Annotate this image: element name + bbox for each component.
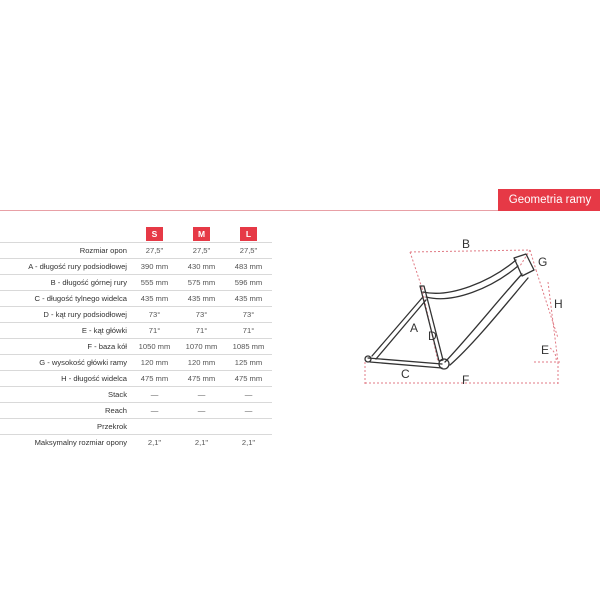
cell-value-l: 2,1" — [225, 435, 272, 451]
dim-label-h: H — [554, 297, 563, 311]
size-header-row — [0, 226, 272, 243]
frame-top-tube — [423, 260, 516, 293]
row-label: G - wysokość główki ramy — [0, 355, 131, 371]
dim-label-a: A — [410, 321, 419, 335]
table-row — [0, 275, 272, 291]
section-title: Geometria ramy — [498, 189, 600, 211]
cell-value-s: — — [131, 387, 178, 403]
cell-value-s: 390 mm — [131, 259, 178, 275]
cell-value-l: 483 mm — [225, 259, 272, 275]
table-row — [0, 419, 272, 435]
frame-down-tube-inner — [450, 278, 528, 365]
cell-value-m: 73° — [178, 307, 225, 323]
cell-value-m: 71° — [178, 323, 225, 339]
cell-value-s: 555 mm — [131, 275, 178, 291]
size-header-spacer — [0, 226, 131, 243]
row-label: A - długość rury podsiodłowej — [0, 259, 131, 275]
cell-value-m: 1070 mm — [178, 339, 225, 355]
row-label: E - kąt główki — [0, 323, 131, 339]
table-row — [0, 323, 272, 339]
row-label: Reach — [0, 403, 131, 419]
table-row — [0, 291, 272, 307]
cell-value-m: — — [178, 403, 225, 419]
row-label: Maksymalny rozmiar opony — [0, 435, 131, 451]
table-row — [0, 371, 272, 387]
size-badge: L — [240, 227, 257, 241]
table-row — [0, 259, 272, 275]
dim-label-c: C — [401, 367, 410, 381]
row-label: Przekrok — [0, 419, 131, 435]
dim-label-g: G — [538, 255, 548, 269]
cell-value-s: 27,5" — [131, 243, 178, 259]
row-label: B - długość górnej rury — [0, 275, 131, 291]
size-header-l — [225, 226, 272, 243]
frame-head-tube — [514, 254, 534, 276]
cell-value-m: 575 mm — [178, 275, 225, 291]
table-row — [0, 355, 272, 371]
row-label: Rozmiar opon — [0, 243, 131, 259]
cell-value-s: — — [131, 403, 178, 419]
cell-value-l: — — [225, 387, 272, 403]
size-header-m — [178, 226, 225, 243]
cell-value-l: 73° — [225, 307, 272, 323]
row-label: H - długość widelca — [0, 371, 131, 387]
row-label: C - długość tylnego widelca — [0, 291, 131, 307]
cell-value-l: 125 mm — [225, 355, 272, 371]
cell-value-l — [225, 419, 272, 435]
cell-value-s — [131, 419, 178, 435]
cell-value-l: — — [225, 403, 272, 419]
cell-value-l: 435 mm — [225, 291, 272, 307]
table-row — [0, 435, 272, 451]
dim-label-f: F — [462, 373, 470, 387]
dim-label-e: E — [541, 343, 550, 357]
cell-value-m: 120 mm — [178, 355, 225, 371]
cell-value-s: 2,1" — [131, 435, 178, 451]
cell-value-l: 1085 mm — [225, 339, 272, 355]
dim-label-b: B — [462, 237, 471, 251]
cell-value-m: 430 mm — [178, 259, 225, 275]
table-row — [0, 307, 272, 323]
dim-line-h-ext — [548, 282, 558, 362]
dim-line-b-left-ext — [410, 252, 422, 288]
frame-geometry-diagram — [350, 228, 590, 388]
row-label: Stack — [0, 387, 131, 403]
geometry-table — [0, 226, 272, 450]
dim-arc-e — [550, 348, 556, 362]
cell-value-l: 596 mm — [225, 275, 272, 291]
cell-value-s: 435 mm — [131, 291, 178, 307]
size-badge: M — [193, 227, 210, 241]
cell-value-l: 71° — [225, 323, 272, 339]
size-header-s — [131, 226, 178, 243]
cell-value-m: 2,1" — [178, 435, 225, 451]
cell-value-s: 120 mm — [131, 355, 178, 371]
frame-seat-tube — [420, 286, 443, 361]
cell-value-s: 71° — [131, 323, 178, 339]
cell-value-m — [178, 419, 225, 435]
cell-value-s: 1050 mm — [131, 339, 178, 355]
cell-value-m: 27,5" — [178, 243, 225, 259]
cell-value-s: 475 mm — [131, 371, 178, 387]
frame-rear-dropout — [365, 356, 371, 362]
table-row — [0, 243, 272, 259]
cell-value-m: 475 mm — [178, 371, 225, 387]
row-label: F - baza kół — [0, 339, 131, 355]
cell-value-m: 435 mm — [178, 291, 225, 307]
table-row — [0, 387, 272, 403]
cell-value-l: 475 mm — [225, 371, 272, 387]
cell-value-s: 73° — [131, 307, 178, 323]
cell-value-l: 27,5" — [225, 243, 272, 259]
table-row — [0, 403, 272, 419]
size-badge: S — [146, 227, 163, 241]
cell-value-m: — — [178, 387, 225, 403]
dim-label-d: D — [428, 329, 437, 343]
table-row — [0, 339, 272, 355]
row-label: D - kąt rury podsiodłowej — [0, 307, 131, 323]
frame-seat-stay-inner — [376, 300, 426, 359]
